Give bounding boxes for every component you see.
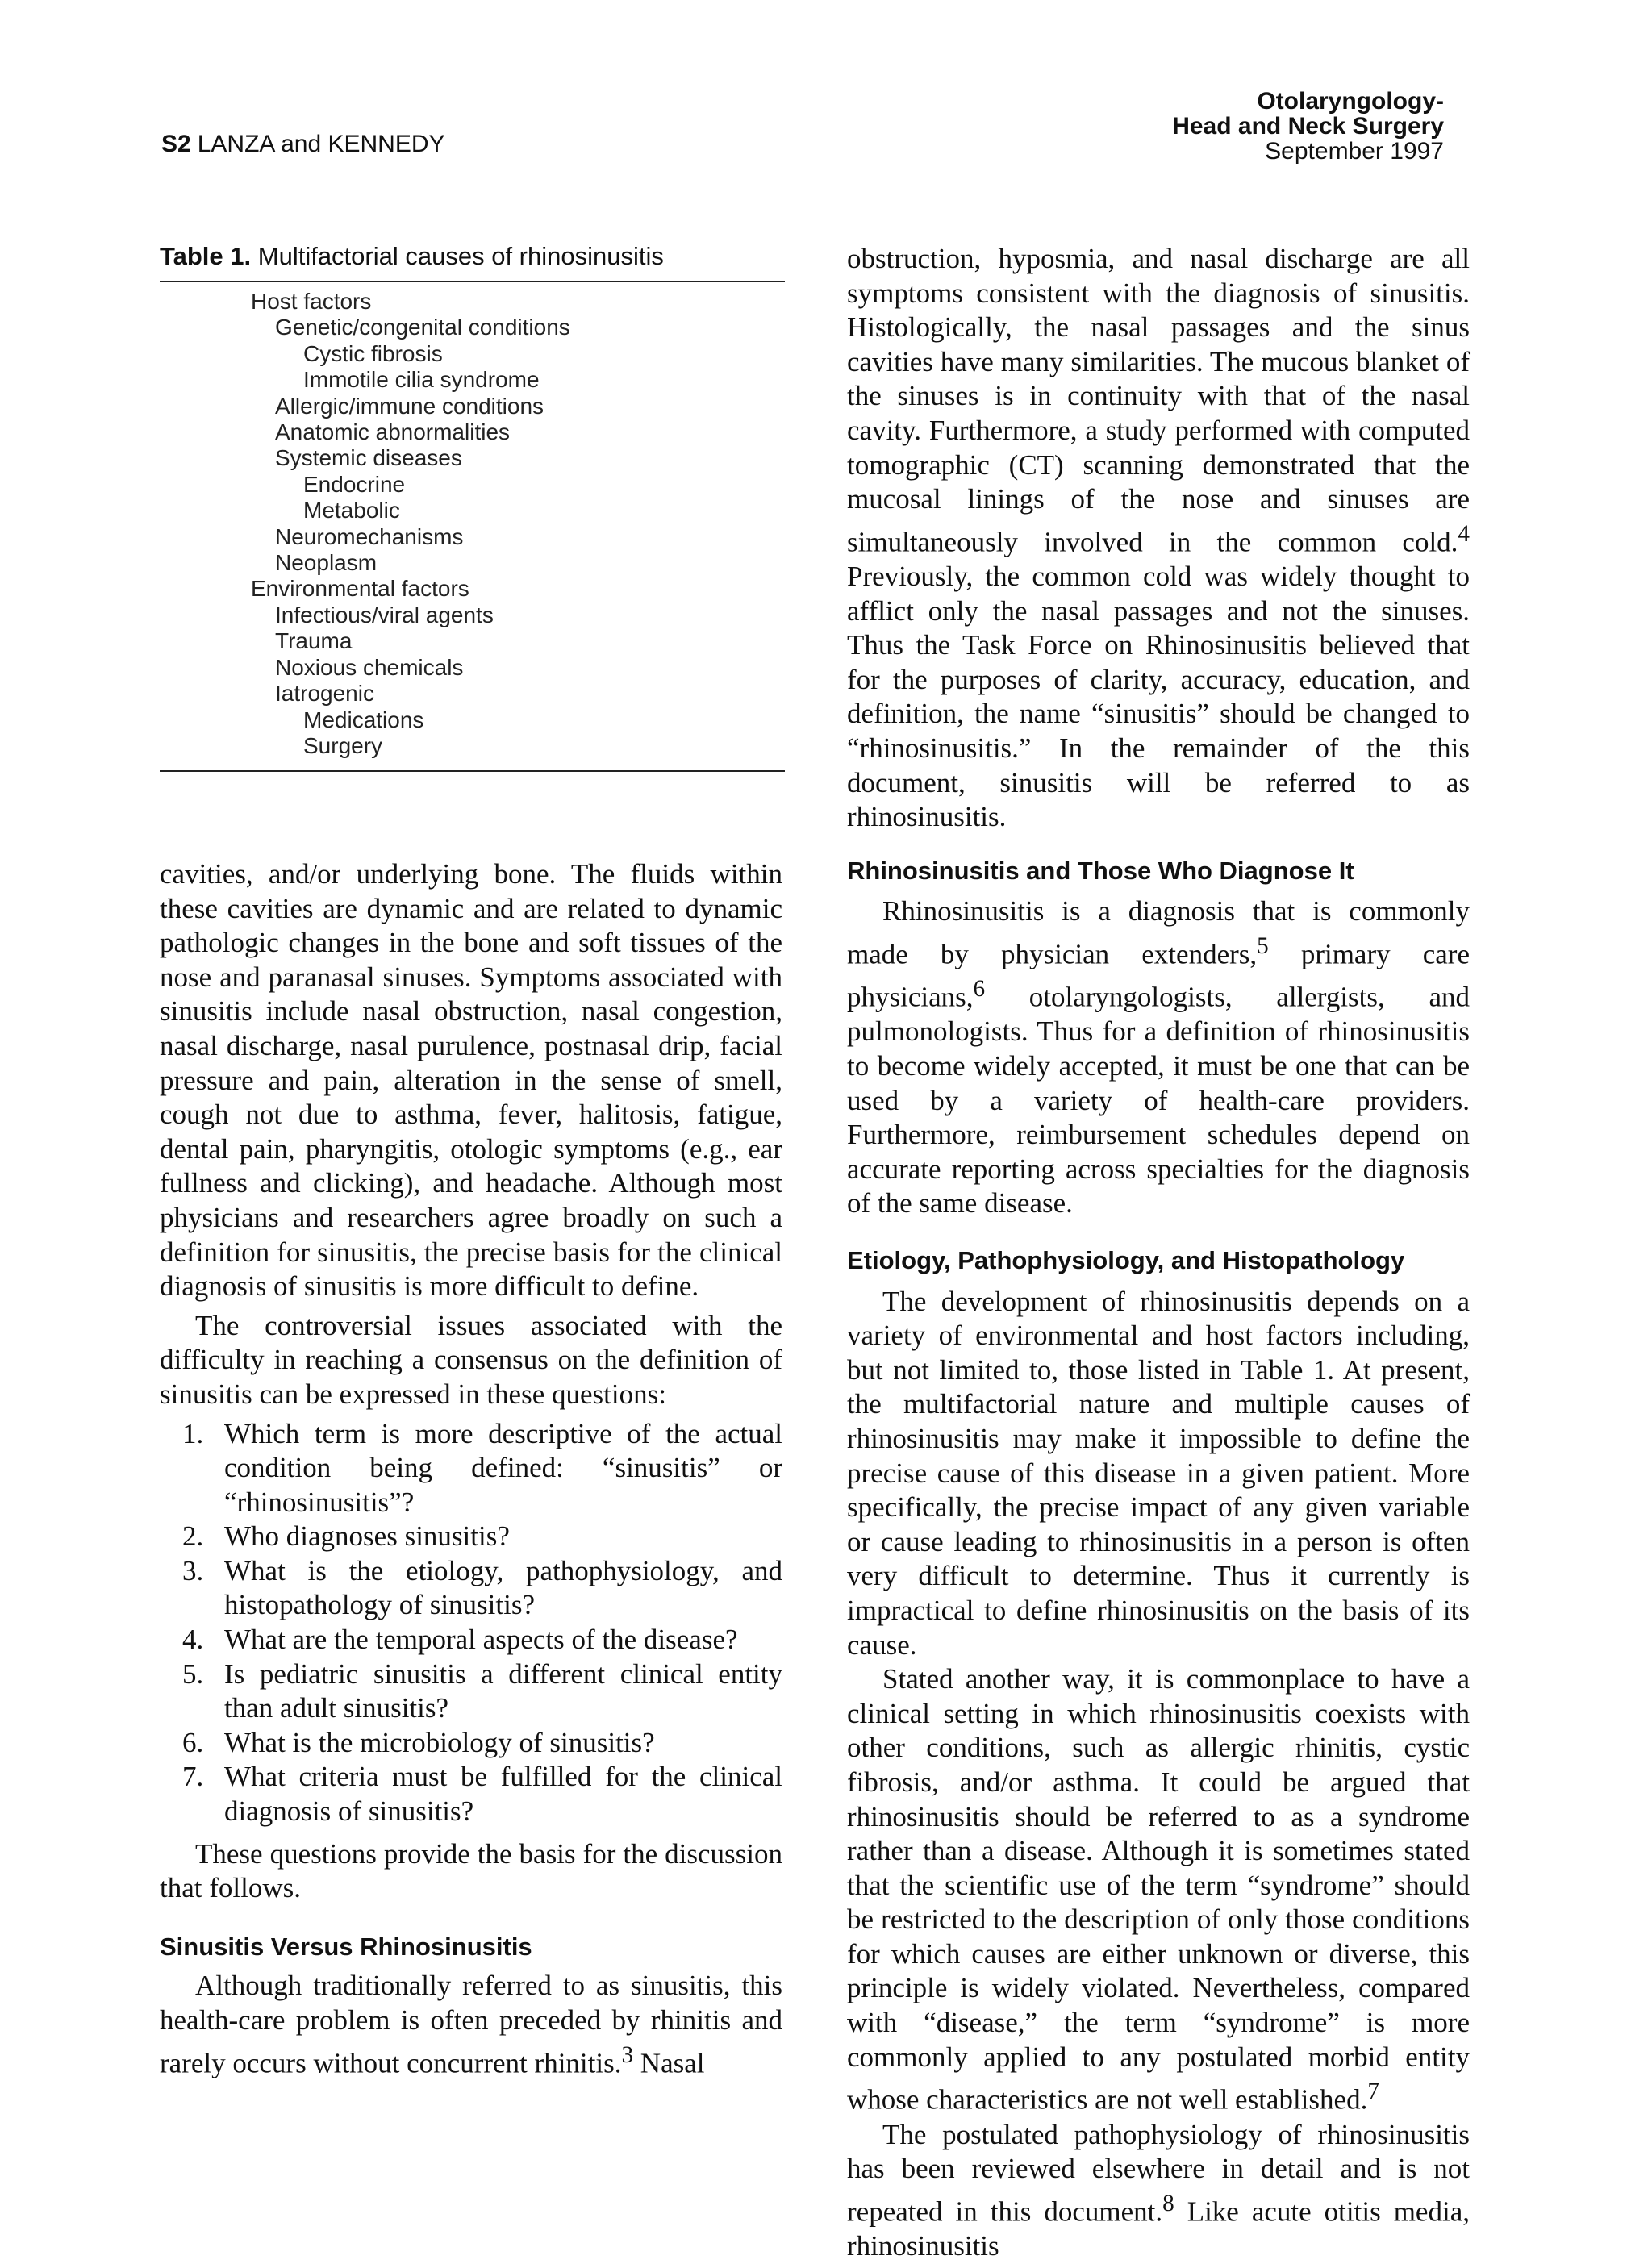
table-item: Cystic fibrosis <box>303 340 443 366</box>
paragraph <box>847 2118 1470 2264</box>
section-heading: Etiology, Pathophysiology, and Histopathology <box>847 1246 1405 1274</box>
table-bottom-rule <box>160 770 785 772</box>
question-text: What criteria must be fulfilled for the clinical diagnosis of sinusitis? <box>224 1761 782 1828</box>
table-item: Noxious chemicals <box>275 654 464 680</box>
question-text: Who diagnoses sinusitis? <box>224 1520 510 1553</box>
running-header-left <box>161 131 445 158</box>
question-text: What are the temporal aspects of the disease? <box>224 1624 738 1656</box>
paragraph-text: Previously, the common cold was widely thought to afflict only the nasal passages and not the sinuses. Thus the Task Force on Rhinosinusitis believed that for the purposes of clarity, accuracy, education, and definition, the name “sinusitis” should be changed to “rhinosinusitis.” In the remainder of the this document, sinusitis will be referred to as rhinosinusitis. <box>847 561 1470 833</box>
reference-marker: 5 <box>1257 932 1269 959</box>
table-item: Host factors <box>251 289 372 314</box>
journal-name-line1: Otolaryngology- <box>1257 88 1444 115</box>
question-item <box>184 1520 782 1554</box>
paragraph: The controversial issues associated with the difficulty in reaching a consensus on the definition of sinusitis can be expressed in these questions: <box>160 1309 782 1410</box>
question-number: 7. <box>182 1761 204 1793</box>
table-item: Iatrogenic <box>275 681 374 707</box>
running-header-right <box>879 89 1444 164</box>
question-item <box>184 1726 782 1761</box>
paragraph-text: primary care physicians, <box>847 938 1470 1013</box>
paragraph: These questions provide the basis for the discussion that follows. <box>160 1837 782 1904</box>
page-number: S2 <box>161 131 191 157</box>
reference-marker: 7 <box>1367 2078 1379 2105</box>
table-item: Trauma <box>275 628 353 654</box>
paragraph-text: Nasal <box>633 2047 705 2079</box>
table-factor-list <box>160 289 785 759</box>
question-text: Is pediatric sinusitis a different clinical entity than adult sinusitis? <box>224 1657 782 1724</box>
table-1 <box>160 242 785 772</box>
paragraph: The development of rhinosinusitis depends on a variety of environmental and host factors including, but not limited to, those listed in Table 1. At present, the multifactorial nature and multiple causes of rhinosinusitis may make it impossible to define the precise cause of this disease in a given patient. More specifically, the precise impact of any given variable or cause leading to rhinosinusitis in a person is often very difficult to determine. Thus it currently is impractical to define rhinosinusitis on the basis of its cause. <box>847 1285 1470 1661</box>
section-heading: Sinusitis Versus Rhinosinusitis <box>160 1932 532 1961</box>
table-top-rule <box>160 281 785 282</box>
section-heading: Rhinosinusitis and Those Who Diagnose It <box>847 856 1354 885</box>
table-item: Surgery <box>303 732 383 758</box>
paragraph <box>847 242 1470 835</box>
question-item <box>184 1657 782 1726</box>
paragraph-text: Stated another way, it is commonplace to have a clinical setting in which rhinosinusitis coexists with other conditions, such as allergic rhinitis, cystic fibrosis, and/or asthma. It could be argued that rhinosinusitis should be referred to as a syndrome rather than a disease. Although it is sometimes stated that the scientific use of the term “syndrome” should be restricted to the description of only those conditions for which causes are either unknown or diverse, this principle is widely violated. Nevertheless, compared with “disease,” the term “syndrome” is more commonly applied to any postulated morbid entity whose characteristics are not well established. <box>847 1663 1470 2116</box>
table-item: Metabolic <box>303 498 400 523</box>
question-list <box>160 1417 782 1829</box>
paragraph-text: obstruction, hyposmia, and nasal discharge are all symptoms consistent with the diagnosis of sinusitis. Histologically, the nasal passages and the sinus cavities have many similarities. The mucous blanket of the sinuses is in continuity with that of the nasal cavity. Furthermore, a study performed with computed tomographic (CT) scanning demonstrated that the mucosal linings of the nose and sinuses are simultaneously involved in the common cold. <box>847 243 1470 558</box>
reference-marker: 8 <box>1162 2190 1174 2216</box>
question-number: 6. <box>182 1726 204 1758</box>
table-title: Multifactorial causes of rhinosinusitis <box>251 242 664 270</box>
paragraph-text: Rhinosinusitis is a diagnosis that is commonly made by physician extenders, <box>847 895 1470 970</box>
paragraph-text: Although traditionally referred to as sinusitis, this health-care problem is often preceded by rhinitis and rarely occurs without concurrent rhinitis. <box>160 1970 782 2079</box>
question-item <box>184 1760 782 1828</box>
table-label: Table 1. <box>160 242 252 270</box>
paragraph <box>160 1969 782 2080</box>
question-text: Which term is more descriptive of the actual condition being defined: “sinusitis” or “rhinosinusitis”? <box>224 1417 782 1518</box>
paragraph <box>847 1662 1470 2117</box>
table-item: Allergic/immune conditions <box>275 393 544 419</box>
question-number: 3. <box>182 1554 204 1586</box>
issue-date: September 1997 <box>1265 138 1444 165</box>
table-item: Immotile cilia syndrome <box>303 367 540 393</box>
reference-marker: 3 <box>621 2041 634 2068</box>
table-item: Environmental factors <box>251 576 469 602</box>
table-item: Endocrine <box>303 471 406 497</box>
table-item: Genetic/congenital conditions <box>275 315 570 340</box>
question-text: What is the microbiology of sinusitis? <box>224 1726 655 1758</box>
question-number: 5. <box>182 1657 204 1690</box>
table-item: Neoplasm <box>275 550 378 576</box>
table-caption <box>160 242 785 271</box>
paragraph-text: The postulated pathophysiology of rhinosinusitis has been reviewed elsewhere in detail and is not repeated in this document. <box>847 2118 1470 2228</box>
paragraph <box>847 894 1470 1221</box>
table-item: Anatomic abnormalities <box>275 419 511 445</box>
table-item: Systemic diseases <box>275 445 462 471</box>
question-number: 1. <box>182 1417 204 1449</box>
paragraph-text: otolaryngologists, allergists, and pulmonologists. Thus for a definition of rhinosinusitis to become widely accepted, it must be one that can be used by a variety of health-care providers. Furthermore, reimbursement schedules depend on accurate reporting across specialties for the diagnosis of the same disease. <box>847 981 1470 1220</box>
table-item: Medications <box>303 707 424 732</box>
table-item: Neuromechanisms <box>275 523 464 549</box>
question-number: 2. <box>182 1520 204 1553</box>
reference-marker: 6 <box>973 976 986 1003</box>
journal-name-line2: Head and Neck Surgery <box>1172 113 1444 140</box>
left-column <box>160 857 782 2081</box>
paragraph-text: Like acute otitis media, rhinosinusitis <box>847 2195 1470 2262</box>
question-item <box>184 1554 782 1623</box>
question-item <box>184 1623 782 1657</box>
question-item <box>184 1417 782 1520</box>
authors: LANZA and KENNEDY <box>197 131 445 157</box>
question-number: 4. <box>182 1624 204 1656</box>
reference-marker: 4 <box>1458 520 1470 547</box>
paragraph: cavities, and/or underlying bone. The fluids within these cavities are dynamic and are related to dynamic pathologic changes in the bone and soft tissues of the nose and paranasal sinuses. Symptoms associated with sinusitis include nasal obstruction, nasal congestion, nasal discharge, nasal purulence, postnasal drip, facial pressure and pain, alteration in the sense of smell, cough not due to asthma, fever, halitosis, fatigue, dental pain, pharyngitis, otologic symptoms (e.g., ear fullness and clicking), and headache. Although most physicians and researchers agree broadly on such a definition for sinusitis, the precise basis for the clinical diagnosis of sinusitis is more difficult to define. <box>160 858 782 1303</box>
table-item: Infectious/viral agents <box>275 602 494 627</box>
question-text: What is the etiology, pathophysiology, and histopathology of sinusitis? <box>224 1554 782 1621</box>
right-column <box>847 242 1470 2264</box>
